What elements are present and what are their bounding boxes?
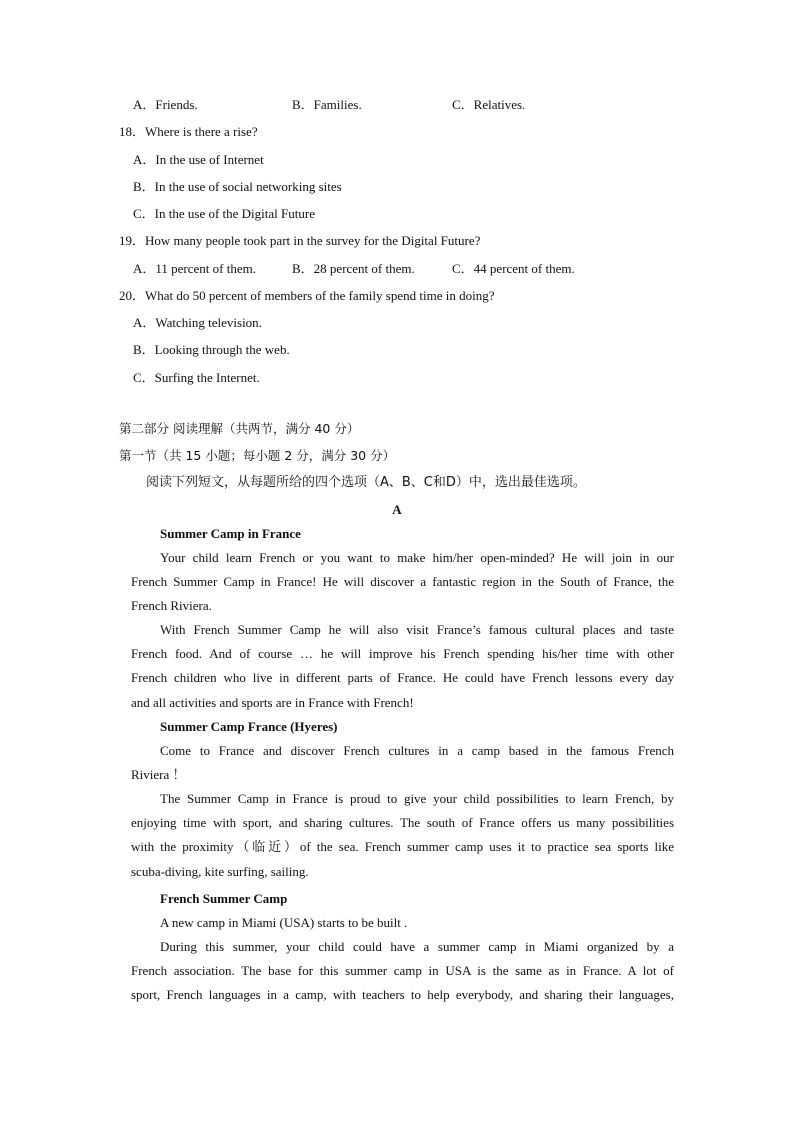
q18-option-c: C．In the use of the Digital Future: [133, 206, 315, 221]
p2-line-3: French children who live in different parts of France. He could have French lessons every day: [131, 670, 674, 686]
p2-line-4: and all activities and sports are in France with French!: [131, 694, 414, 710]
p4-line-4: scuba-diving, kite surfing, sailing.: [131, 863, 309, 879]
q20-option-b: B．Looking through the web.: [133, 342, 290, 357]
q19-question: 19．How many people took part in the survey for the Digital Future?: [119, 233, 481, 248]
section1-heading: 第一节（共 15 小题；每小题 2 分，满分 30 分）: [119, 448, 396, 463]
q20-option-c: C．Surfing the Internet.: [133, 370, 260, 385]
p4-line-1: The Summer Camp in France is proud to give your child possibilities to learn French, by: [160, 791, 674, 806]
p6-line-2: French association. The base for this summer camp in USA is the same as in France. A lot of: [131, 963, 674, 979]
passage-letter: A: [392, 502, 402, 517]
q20-option-a: A．Watching television.: [133, 315, 262, 330]
paragraph-6: [131, 935, 674, 1008]
p5-line-1: A new camp in Miami (USA) starts to be built .: [160, 915, 408, 930]
p2-line-2: French food. And of course … he will improve his French spending his/her time with other: [131, 646, 674, 662]
q18-question: 18．Where is there a rise?: [119, 124, 258, 139]
paragraph-3: [131, 739, 674, 787]
q17-option-b: B．Families.: [292, 97, 362, 112]
q19-option-a: A．11 percent of them.: [133, 261, 256, 276]
paragraph-1: [131, 546, 674, 619]
q19-option-c: C．44 percent of them.: [452, 261, 575, 276]
part2-heading: 第二部分 阅读理解（共两节，满分 40 分）: [119, 421, 360, 436]
p6-line-3: sport, French languages in a camp, with teachers to help everybody, and sharing their languages,: [131, 987, 674, 1003]
q17-option-a: A．Friends.: [133, 97, 198, 112]
p4-line-2: enjoying time with sport, and sharing cultures. The south of France offers us many possibilities: [131, 815, 674, 831]
p1-line-1: Your child learn French or you want to make him/her open-minded? He will join in our: [160, 550, 674, 565]
paragraph-2: [131, 618, 674, 715]
p3-line-2: Riviera ！: [131, 767, 186, 783]
passage-title-1: Summer Camp in France: [160, 526, 301, 541]
p1-line-2: French Summer Camp in France! He will discover a fantastic region in the South of France, the: [131, 574, 674, 590]
p3-line-1: Come to France and discover French cultures in a camp based in the famous French: [160, 743, 674, 758]
p2-line-1: With French Summer Camp he will also visit France’s famous cultural places and taste: [160, 622, 674, 637]
p1-line-3: French Riviera.: [131, 598, 212, 614]
q18-option-a: A．In the use of Internet: [133, 152, 264, 167]
passage-title-3: French Summer Camp: [160, 891, 288, 906]
q19-option-b: B．28 percent of them.: [292, 261, 415, 276]
q18-option-b: B．In the use of social networking sites: [133, 179, 342, 194]
q17-option-c: C．Relatives.: [452, 97, 526, 112]
p4-line-3: with the proximity（临近）of the sea. French summer camp uses it to practice sea sports like: [131, 839, 674, 855]
q20-question: 20．What do 50 percent of members of the family spend time in doing?: [119, 288, 495, 303]
paragraph-5: [131, 911, 674, 935]
paragraph-4: [131, 787, 674, 884]
passage-title-2: Summer Camp France (Hyeres): [160, 719, 338, 734]
p6-line-1: During this summer, your child could have a summer camp in Miami organized by a: [160, 939, 674, 954]
reading-instruction: 阅读下列短文，从每题所给的四个选项（A、B、C和D）中，选出最佳选项。: [146, 475, 586, 490]
